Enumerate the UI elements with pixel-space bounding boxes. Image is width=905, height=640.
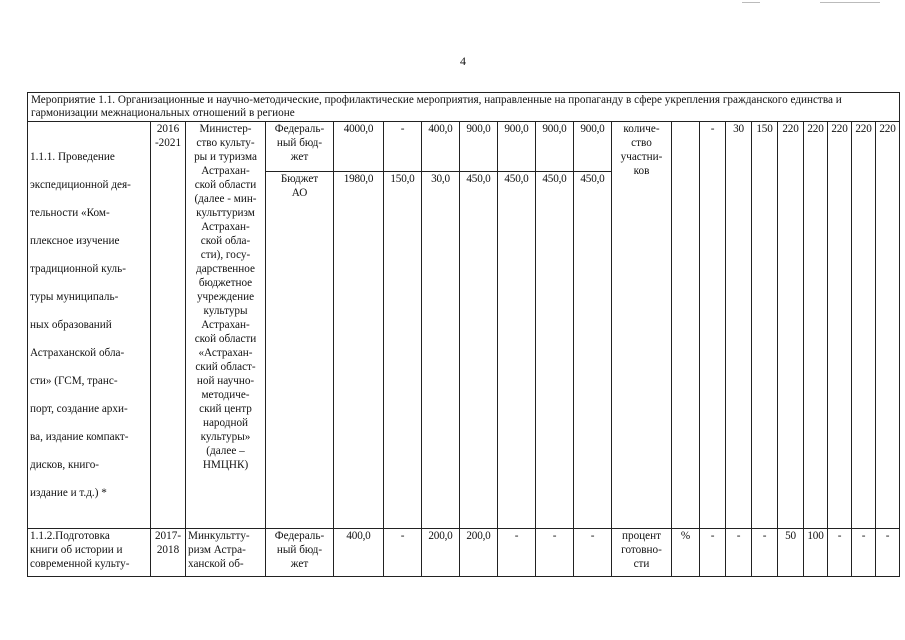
row1-regional-value: 450,0	[536, 172, 574, 529]
row2-value: -	[384, 529, 422, 577]
row2-target: 100	[804, 529, 828, 577]
row2-target: -	[828, 529, 852, 577]
row1-indicator: количе- ство участни- ков	[612, 122, 672, 529]
row2-period: 2017- 2018	[151, 529, 186, 577]
row2-indicator: процент готовно- сти	[612, 529, 672, 577]
row1-target: 220	[852, 122, 876, 529]
row1-target: 220	[804, 122, 828, 529]
row1-regional-value: 30,0	[422, 172, 460, 529]
row1-federal-value: 900,0	[536, 122, 574, 172]
table-row	[28, 122, 900, 172]
page-number: 4	[460, 54, 466, 68]
row1-name	[30, 136, 148, 514]
row2-value: -	[536, 529, 574, 577]
row1-name-line: туры муниципаль-	[30, 291, 119, 303]
row1-target: 150	[752, 122, 778, 529]
row2-target: -	[752, 529, 778, 577]
row2-value: -	[574, 529, 612, 577]
row1-target: -	[700, 122, 726, 529]
row2-value: 200,0	[460, 529, 498, 577]
row1-name-line: тельности «Ком-	[30, 207, 110, 219]
row1-federal-value: 900,0	[574, 122, 612, 172]
row1-regional-value: 450,0	[574, 172, 612, 529]
row2-name: 1.1.2.Подготовка книги об истории и современной культу-	[28, 529, 151, 577]
row1-target: 30	[726, 122, 752, 529]
row1-name-line: традиционной куль-	[30, 263, 126, 275]
row1-regional-value: 150,0	[384, 172, 422, 529]
row1-target: 220	[876, 122, 900, 529]
row1-federal-value: 900,0	[460, 122, 498, 172]
header-row	[28, 93, 900, 122]
row1-federal-value: -	[384, 122, 422, 172]
row1-regional-value: 450,0	[498, 172, 536, 529]
row1-name-line: сти» (ГСМ, транс-	[30, 375, 118, 387]
row1-target: 220	[828, 122, 852, 529]
row2-source: Федераль- ный бюд- жет	[266, 529, 334, 577]
row2-total: 400,0	[334, 529, 384, 577]
row1-name-line: ных образований	[30, 319, 112, 331]
scan-speck	[742, 2, 760, 3]
row2-executor: Минкульттy- ризм Астра- ханской об-	[186, 529, 266, 577]
row1-source-federal: Федераль- ный бюд- жет	[266, 122, 334, 172]
row1-name-line: ва, издание компакт-	[30, 431, 129, 443]
row2-target: -	[700, 529, 726, 577]
scan-speck	[820, 2, 880, 3]
row1-unit	[672, 122, 700, 529]
row1-name-line: плексное изучение	[30, 235, 120, 247]
row1-name-line: порт, создание архи-	[30, 403, 128, 415]
row1-name-line: 1.1.1. Проведение	[30, 151, 115, 163]
table-row	[28, 529, 900, 577]
row1-target: 220	[778, 122, 804, 529]
row2-value: 200,0	[422, 529, 460, 577]
row1-federal-value: 900,0	[498, 122, 536, 172]
row1-name-line: экспедиционной дея-	[30, 179, 131, 191]
row2-target: -	[876, 529, 900, 577]
row1-federal-value: 400,0	[422, 122, 460, 172]
row1-source-regional: Бюджет АО	[266, 172, 334, 529]
row1-period: 2016 -2021	[151, 122, 186, 529]
row1-regional-value: 450,0	[460, 172, 498, 529]
row1-name-cell	[28, 122, 151, 529]
row2-target: -	[726, 529, 752, 577]
program-table	[27, 92, 900, 577]
row1-name-line: дисков, книго-	[30, 459, 100, 471]
row2-unit: %	[672, 529, 700, 577]
row2-target: -	[852, 529, 876, 577]
header-row-text: Мероприятие 1.1. Организационные и научно-методические, профилактические мероприятия, направленные на пропаганду в сфере укрепления гражданского единства и гармонизации межнациональных отношений в регионе	[28, 93, 900, 122]
row1-federal-total: 4000,0	[334, 122, 384, 172]
row1-name-line: Астраханской обла-	[30, 347, 125, 359]
row2-value: -	[498, 529, 536, 577]
row1-name-line: издание и т.д.) *	[30, 487, 107, 499]
row1-executor: Министер- ство культу- ры и туризма Астрахан- ской области (далее - мин- культтуризм Астрахан- ской обла- сти), госу- дарственное бюджетное учреждение культуры Астрахан- ской области «Астрахан- ский област- ной научно- методиче- ский центр народной культуры» (далее – НМЦНК)	[186, 122, 266, 529]
row2-target: 50	[778, 529, 804, 577]
row1-regional-total: 1980,0	[334, 172, 384, 529]
